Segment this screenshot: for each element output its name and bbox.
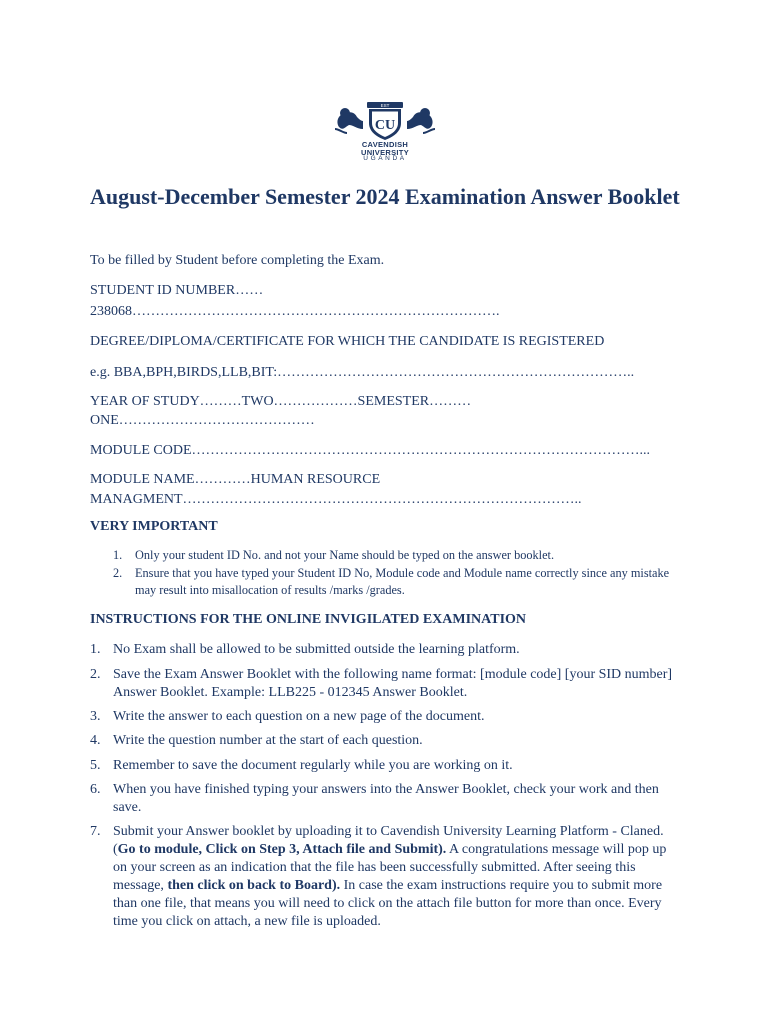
instruction-number: 7. <box>90 824 101 839</box>
instruction-item <box>90 666 690 702</box>
instruction-text: No Exam shall be allowed to be submitted outside the learning platform. <box>113 642 520 657</box>
instruction-text: Write the answer to each question on a new page of the document. <box>113 709 485 724</box>
logo-line-2: UNIVERSITY <box>360 147 409 157</box>
instruction-number: 2. <box>90 667 101 682</box>
list-item-number: 2. <box>113 566 123 580</box>
year-of-study-line: YEAR OF STUDY………TWO………………SEMESTER……… <box>90 394 472 409</box>
student-id-label: STUDENT ID NUMBER…… <box>90 283 264 298</box>
crest-banner-text: EST <box>380 103 390 108</box>
logo-line-3: UGANDA <box>363 155 407 162</box>
cavendish-university-logo <box>333 99 437 165</box>
instruction-item <box>90 641 690 659</box>
instruction-number: 1. <box>90 642 101 657</box>
degree-example: e.g. BBA,BPH,BIRDS,LLB,BIT:………………………………………………………………….. <box>90 365 635 380</box>
instruction-number: 4. <box>90 733 101 748</box>
semester-value-line: ONE…………………………………… <box>90 413 315 428</box>
instruction-text: Write the question number at the start of each question. <box>113 733 423 748</box>
instruction-item <box>90 823 690 931</box>
list-item-text: Only your student ID No. and not your Name should be typed on the answer booklet. <box>135 548 555 562</box>
list-item <box>90 547 690 564</box>
instruction-text: Submit your Answer booklet by uploading it to Cavendish University Learning Platform - Claned. (Go to module, Click on Step 3, Attach file and Submit). A congratulations message will pop up on your screen as an indication that the file has been successfully submitted. After seeing this message, then click on back to Board). In case the exam instructions require you to submit more than one file, that means you will need to click on the attach file button for more than once. Every time you click on attach, a new file is uploaded. <box>113 824 667 929</box>
module-name-line: MODULE NAME…………HUMAN RESOURCE <box>90 472 381 487</box>
very-important-heading: VERY IMPORTANT <box>90 519 218 534</box>
instruction-text: Save the Exam Answer Booklet with the following name format: [module code] [your SID number] Answer Booklet. Example: LLB225 - 012345 Answer Booklet. <box>113 667 673 700</box>
logo-line-1: CAVENDISH <box>361 140 409 149</box>
instruction-number: 6. <box>90 782 101 797</box>
instruction-item <box>90 781 690 817</box>
very-important-list <box>90 547 690 600</box>
crest-icon <box>333 99 437 141</box>
crest-shield-letters: CU <box>374 118 396 133</box>
document-title: August-December Semester 2024 Examination Answer Booklet <box>90 184 680 209</box>
instructions-heading: INSTRUCTIONS FOR THE ONLINE INVIGILATED EXAMINATION <box>90 612 527 627</box>
module-name-continued: MANAGMENT………………………………………………………………………….. <box>90 492 582 507</box>
instruction-number: 3. <box>90 709 101 724</box>
degree-label: DEGREE/DIPLOMA/CERTIFICATE FOR WHICH THE CANDIDATE IS REGISTERED <box>90 334 605 349</box>
list-item <box>90 565 690 599</box>
instruction-item <box>90 732 690 750</box>
student-id-value: 238068……………………………………………………………………. <box>90 304 500 319</box>
list-item-number: 1. <box>113 548 123 562</box>
instruction-text: Remember to save the document regularly while you are working on it. <box>113 758 513 773</box>
list-item-text: Ensure that you have typed your Student ID No, Module code and Module name correctly since any mistake may result into misallocation of results /marks /grades. <box>135 566 670 597</box>
instruction-item <box>90 757 690 775</box>
instruction-item <box>90 708 690 726</box>
intro-text: To be filled by Student before completing the Exam. <box>90 253 385 268</box>
module-code-line: MODULE CODE……………………………………………………………………………………... <box>90 443 650 458</box>
instruction-number: 5. <box>90 758 101 773</box>
instruction-text: When you have finished typing your answers into the Answer Booklet, check your work and then save. <box>113 782 659 815</box>
